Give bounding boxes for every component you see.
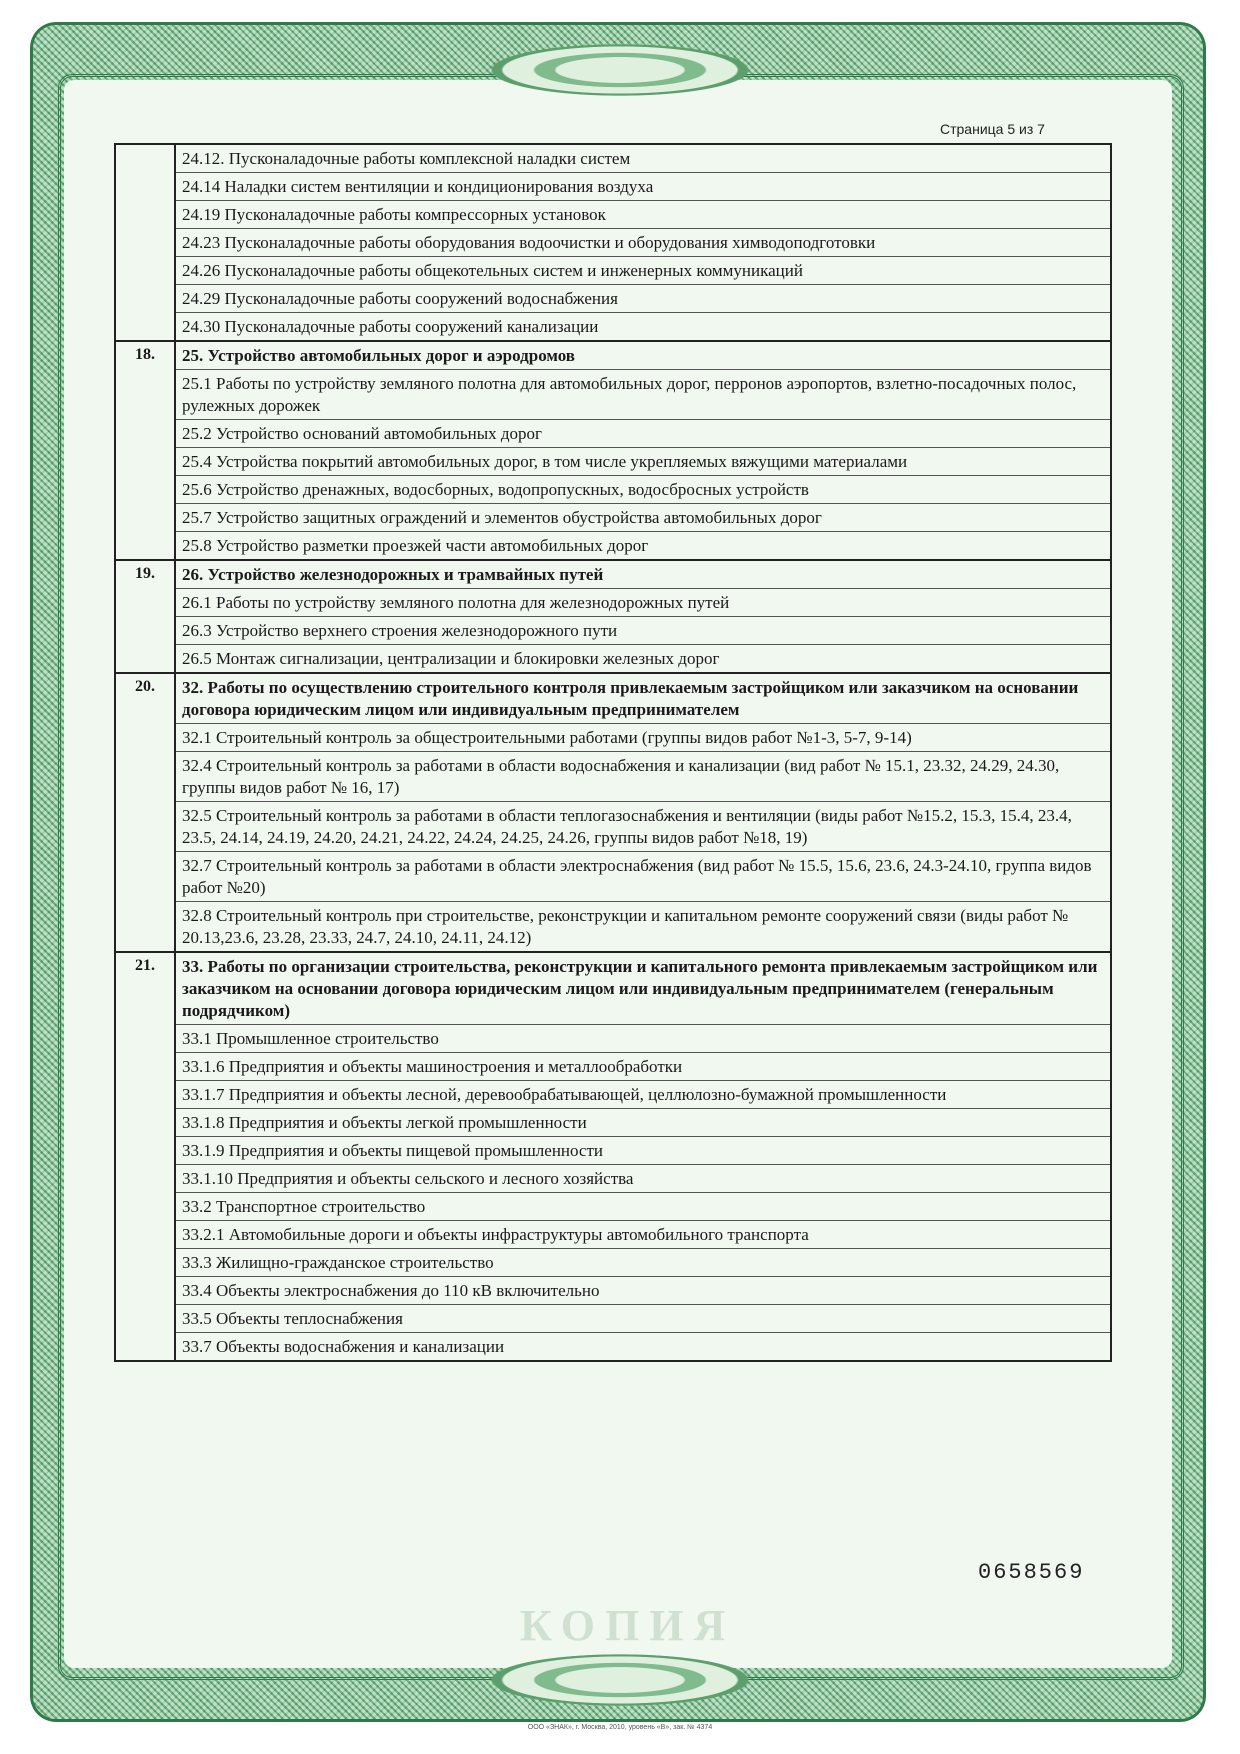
work-item: 24.23 Пусконаладочные работы оборудования водоочистки и оборудования химводоподготовки — [176, 229, 1110, 257]
row-number: 19. — [115, 560, 175, 673]
work-item: 24.30 Пусконаладочные работы сооружений канализации — [182, 317, 599, 336]
work-item: 25.1 Работы по устройству земляного полотна для автомобильных дорог, перронов аэропортов, взлетно-посадочных полос, рулежных дорожек — [176, 370, 1110, 420]
row-content — [175, 144, 1111, 341]
serial-number: 0658569 — [978, 1560, 1085, 1585]
work-item: 33.1.8 Предприятия и объекты легкой промышленности — [176, 1109, 1110, 1137]
work-item: 24.19 Пусконаладочные работы компрессорных установок — [176, 201, 1110, 229]
top-ornament — [470, 40, 770, 100]
work-item: 32.7 Строительный контроль за работами в области электроснабжения (вид работ № 15.5, 15.6, 23.6, 24.3-24.10, группа видов работ №20) — [176, 852, 1110, 902]
bottom-ornament — [470, 1650, 770, 1710]
work-item: 25.7 Устройство защитных ограждений и элементов обустройства автомобильных дорог — [176, 504, 1110, 532]
table-row — [115, 952, 1111, 1361]
work-item: 24.14 Наладки систем вентиляции и кондиционирования воздуха — [176, 173, 1110, 201]
copy-watermark: КОПИЯ — [520, 1601, 736, 1650]
work-item: 25.2 Устройство оснований автомобильных дорог — [176, 420, 1110, 448]
work-item: 25.4 Устройства покрытий автомобильных дорог, в том числе укрепляемых вяжущими материалами — [176, 448, 1110, 476]
section-heading: 26. Устройство железнодорожных и трамвайных путей — [176, 561, 1110, 589]
row-content — [175, 952, 1111, 1361]
work-item: 33.1.7 Предприятия и объекты лесной, деревообрабатывающей, целлюлозно-бумажной промышленности — [176, 1081, 1110, 1109]
works-table — [114, 143, 1112, 1362]
row-content — [175, 560, 1111, 673]
table-row — [115, 560, 1111, 673]
table-row — [115, 673, 1111, 952]
work-item: 32.5 Строительный контроль за работами в области теплогазоснабжения и вентиляции (виды работ №15.2, 15.3, 15.4, 23.4, 23.5, 24.14, 24.19, 24.20, 24.21, 24.22, 24.24, 24.25, 24.26, группы видов работ №18, 19) — [176, 802, 1110, 852]
work-item: 24.29 Пусконаладочные работы сооружений водоснабжения — [176, 285, 1110, 313]
work-item: 33.1.10 Предприятия и объекты сельского и лесного хозяйства — [176, 1165, 1110, 1193]
work-item: 25.6 Устройство дренажных, водосборных, водопропускных, водосбросных устройств — [176, 476, 1110, 504]
work-item: 26.5 Монтаж сигнализации, централизации и блокировки железных дорог — [182, 649, 720, 668]
work-item: 32.4 Строительный контроль за работами в области водоснабжения и канализации (вид работ № 15.1, 23.32, 24.29, 24.30, группы видов работ № 16, 17) — [176, 752, 1110, 802]
work-item: 33.2.1 Автомобильные дороги и объекты инфраструктуры автомобильного транспорта — [176, 1221, 1110, 1249]
work-item: 33.4 Объекты электроснабжения до 110 кВ включительно — [176, 1277, 1110, 1305]
row-content — [175, 673, 1111, 952]
section-heading: 25. Устройство автомобильных дорог и аэродромов — [176, 342, 1110, 370]
work-item: 26.1 Работы по устройству земляного полотна для железнодорожных путей — [176, 589, 1110, 617]
work-item: 33.1.6 Предприятия и объекты машиностроения и металлообработки — [176, 1053, 1110, 1081]
row-number: 20. — [115, 673, 175, 952]
row-number — [115, 144, 175, 341]
work-item: 32.1 Строительный контроль за общестроительными работами (группы видов работ №1-3, 5-7, 9-14) — [176, 724, 1110, 752]
row-content — [175, 341, 1111, 560]
work-item: 33.5 Объекты теплоснабжения — [176, 1305, 1110, 1333]
work-item: 33.1 Промышленное строительство — [176, 1025, 1110, 1053]
table-row — [115, 341, 1111, 560]
table-row — [115, 144, 1111, 341]
work-item: 25.8 Устройство разметки проезжей части автомобильных дорог — [182, 536, 649, 555]
work-item: 33.3 Жилищно-гражданское строительство — [176, 1249, 1110, 1277]
work-item: 33.1.9 Предприятия и объекты пищевой промышленности — [176, 1137, 1110, 1165]
work-item: 26.3 Устройство верхнего строения железнодорожного пути — [176, 617, 1110, 645]
row-number: 21. — [115, 952, 175, 1361]
work-item: 24.26 Пусконаладочные работы общекотельных систем и инженерных коммуникаций — [176, 257, 1110, 285]
work-item: 24.12. Пусконаладочные работы комплексной наладки систем — [176, 145, 1110, 173]
page-number: Страница 5 из 7 — [940, 121, 1045, 137]
printer-imprint: ООО «ЗНАК», г. Москва, 2010, уровень «В», зак. № 4374 — [527, 1724, 713, 1731]
row-number: 18. — [115, 341, 175, 560]
work-item: 33.7 Объекты водоснабжения и канализации — [182, 1337, 505, 1356]
section-heading: 33. Работы по организации строительства, реконструкции и капитального ремонта привлекаемым застройщиком или заказчиком на основании договора юридическим лицом или индивидуальным предпринимателем (генеральным подрядчиком) — [176, 953, 1110, 1025]
work-item: 33.2 Транспортное строительство — [176, 1193, 1110, 1221]
work-item: 32.8 Строительный контроль при строительстве, реконструкции и капитальном ремонте сооружений связи (виды работ № 20.13,23.6, 23.28, 23.33, 24.7, 24.10, 24.11, 24.12) — [182, 906, 1069, 947]
section-heading: 32. Работы по осуществлению строительного контроля привлекаемым застройщиком или заказчиком на основании договора юридическим лицом или индивидуальным предпринимателем — [176, 674, 1110, 724]
